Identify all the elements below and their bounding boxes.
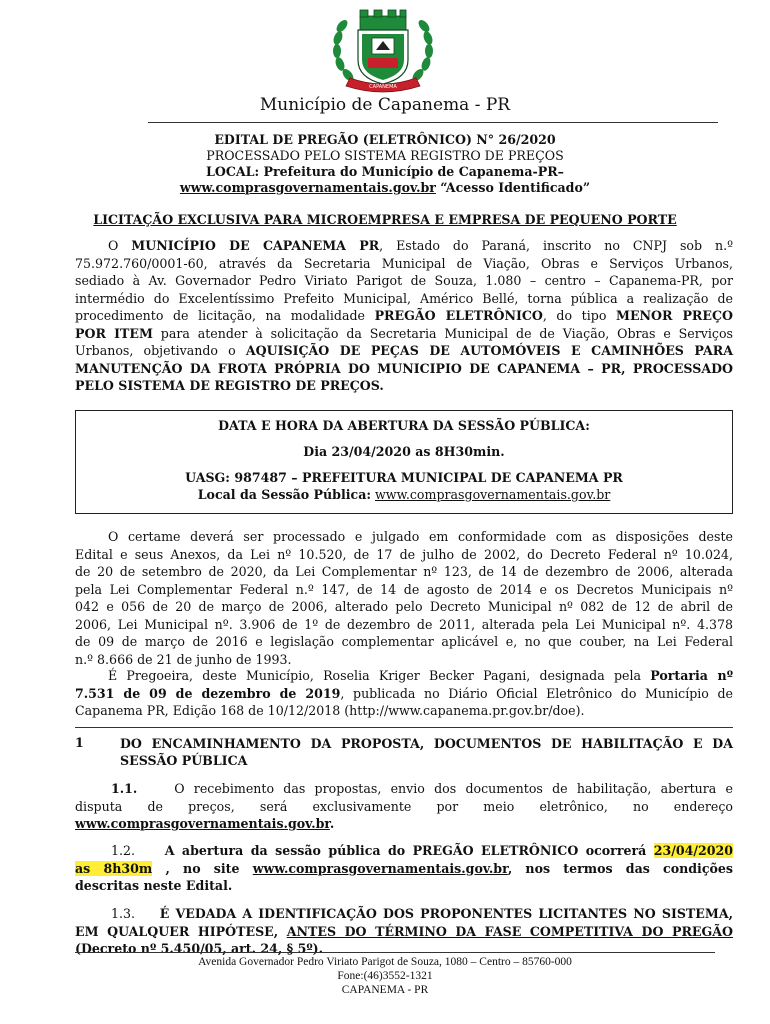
session-info-box bbox=[75, 410, 733, 514]
intro-line: MANUTENÇÃO DA FROTA PRÓPRIA DO MUNICIPIO DE CAPANEMA – PR, PROCESSADO bbox=[75, 360, 733, 376]
session-local: Local da Sessão Pública: www.comprasgovernamentais.gov.br bbox=[197, 487, 611, 502]
footer-divider bbox=[75, 952, 715, 953]
header-divider bbox=[148, 122, 718, 123]
intro-line: O MUNICÍPIO DE CAPANEMA PR, Estado do Paraná, inscrito no CNPJ sob n.º bbox=[108, 238, 734, 253]
item-line: (Decreto nº 5.450/05, art. 24, § 5º). bbox=[75, 941, 324, 956]
item-line: 1.1. O recebimento das propostas, envio dos documentos de habilitação, abertura e bbox=[111, 781, 734, 796]
edital-title: EDITAL DE PREGÃO (ELETRÔNICO) N° 26/2020 bbox=[214, 132, 556, 147]
session-date: Dia 23/04/2020 as 8H30min. bbox=[303, 444, 505, 459]
intro-paragraph bbox=[75, 237, 733, 395]
item-1-1 bbox=[75, 780, 733, 833]
time-highlight: as 8h30m bbox=[75, 860, 153, 876]
session-uasg: UASG: 987487 – PREFEITURA MUNICIPAL DE CAPANEMA PR bbox=[185, 470, 623, 485]
municipality-name: Município de Capanema - PR bbox=[259, 95, 511, 115]
footer-phone: Fone:(46)3552-1321 bbox=[337, 970, 433, 982]
intro-line: POR ITEM para atender à solicitação da Secretaria Municipal de de Viação, Obras e Serviços bbox=[75, 325, 733, 341]
item-1-3 bbox=[75, 905, 733, 958]
legal-line: O certame deverá ser processado e julgado em conformidade com as disposições deste bbox=[108, 529, 733, 544]
legal-paragraph bbox=[75, 528, 733, 668]
intro-line: PELO SISTEMA DE REGISTRO DE PREÇOS. bbox=[75, 378, 384, 393]
date-highlight: 23/04/2020 bbox=[653, 843, 733, 858]
legal-line: de 20 de setembro de 2020, da Lei Complementar nº 123, de 14 de dezembro de 2006, alterada bbox=[75, 564, 733, 579]
intro-line: procedimento de licitação, na modalidade PREGÃO ELETRÔNICO, do tipo MENOR PREÇO bbox=[75, 308, 733, 323]
footer-city: CAPANEMA - PR bbox=[341, 984, 429, 996]
item-line: 1.3. É VEDADA A IDENTIFICAÇÃO DOS PROPONENTES LICITANTES NO SISTEMA, bbox=[111, 906, 733, 921]
intro-line: Urbanos, objetivando o AQUISIÇÃO DE PEÇAS DE AUTOMÓVEIS E CAMINHÕES PARA bbox=[75, 343, 733, 358]
intro-line: 75.972.760/0001-60, através da Secretaria Municipal de Viação, Obras e Serviços Urbanos, bbox=[75, 255, 733, 271]
section-title: DO ENCAMINHAMENTO DA PROPOSTA, DOCUMENTOS DE HABILITAÇÃO E DA SESSÃO PÚBLICA bbox=[120, 736, 733, 768]
legal-line: pela Lei Complementar Federal n.º 147, de 14 de agosto de 2014 e os Decretos Municipais nº bbox=[75, 581, 733, 597]
legal-line: Edital e seus Anexos, da Lei nº 10.520, de 17 de julho de 2002, do Decreto Federal nº 10.024, bbox=[75, 546, 733, 562]
item-line: disputa de preços, será exclusivamente por meio eletrônico, no endereço bbox=[75, 798, 733, 814]
edital-subtitle: PROCESSADO PELO SISTEMA REGISTRO DE PREÇOS bbox=[206, 148, 564, 163]
item-line: as 8h30m , no site www.comprasgovernamentais.gov.br, nos termos das condições bbox=[75, 860, 734, 876]
item-line: 1.2. A abertura da sessão pública do PREGÃO ELETRÔNICO ocorrerá 23/04/2020 bbox=[111, 843, 733, 858]
compras-link-1-1[interactable]: www.comprasgovernamentais.gov.br bbox=[75, 816, 330, 831]
edital-site: www.comprasgovernamentais.gov.br “Acesso Identificado” bbox=[179, 180, 591, 195]
session-link[interactable]: www.comprasgovernamentais.gov.br bbox=[375, 487, 611, 502]
item-1-2 bbox=[75, 842, 733, 895]
edital-title-block bbox=[0, 132, 770, 196]
pregoeira-line: Capanema PR, Edição 168 de 10/12/2018 (http://www.capanema.pr.gov.br/doe). bbox=[75, 703, 585, 718]
section-number: 1 bbox=[75, 735, 84, 750]
item-line: descritas neste Edital. bbox=[75, 878, 233, 893]
legal-line: de 09 de março de 2016 e legislação complementar aplicável e, no que couber, na Lei Federal bbox=[75, 634, 733, 649]
item-line: EM QUALQUER HIPÓTESE, ANTES DO TÉRMINO DA FASE COMPETITIVA DO PREGÃO bbox=[75, 923, 734, 939]
crest-banner-text: CAPANEMA bbox=[369, 84, 397, 90]
pregoeira-line: 7.531 de 09 de dezembro de 2019, publicada no Diário Oficial Eletrônico do Município de bbox=[75, 685, 733, 701]
footer-address: Avenida Governador Pedro Viriato Parigot de Souza, 1080 – Centro – 85760-000 bbox=[198, 956, 572, 968]
pregoeira-line: É Pregoeira, deste Município, Roselia Kriger Becker Pagani, designada pela Portaria nº bbox=[108, 668, 733, 683]
session-heading: DATA E HORA DA ABERTURA DA SESSÃO PÚBLICA: bbox=[218, 418, 590, 433]
compras-link[interactable]: www.comprasgovernamentais.gov.br bbox=[179, 180, 436, 195]
page-footer bbox=[0, 955, 770, 997]
legal-line: 2006, Lei Municipal nº. 3.906 de 1º de dezembro de 2011, alterada pela Lei Municipal nº. 4.378 bbox=[75, 616, 733, 632]
edital-local: LOCAL: Prefeitura do Município de Capanema-PR– bbox=[206, 164, 564, 179]
section-divider bbox=[75, 727, 733, 728]
intro-line: intermédio do Excelentíssimo Prefeito Municipal, Américo Bellé, torna pública a realização de bbox=[75, 290, 733, 306]
municipal-crest-icon bbox=[328, 8, 438, 94]
legal-line: n.º 8.666 de 21 de junho de 1993. bbox=[75, 651, 292, 667]
compras-link-1-2[interactable]: www.comprasgovernamentais.gov.br bbox=[252, 860, 508, 876]
pregoeira-paragraph bbox=[75, 667, 733, 720]
intro-line: sediado à Av. Governador Pedro Viriato Parigot de Souza, 1.080 – centro – Capanema-PR, por bbox=[75, 273, 733, 288]
legal-line: 042 e 056 de 20 de março de 2006, alterado pelo Decreto Municipal nº 082 de 12 de abril de bbox=[75, 599, 733, 614]
item-line: www.comprasgovernamentais.gov.br. bbox=[75, 816, 335, 831]
exclusive-notice: LICITAÇÃO EXCLUSIVA PARA MICROEMPRESA E EMPRESA DE PEQUENO PORTE bbox=[93, 212, 677, 227]
